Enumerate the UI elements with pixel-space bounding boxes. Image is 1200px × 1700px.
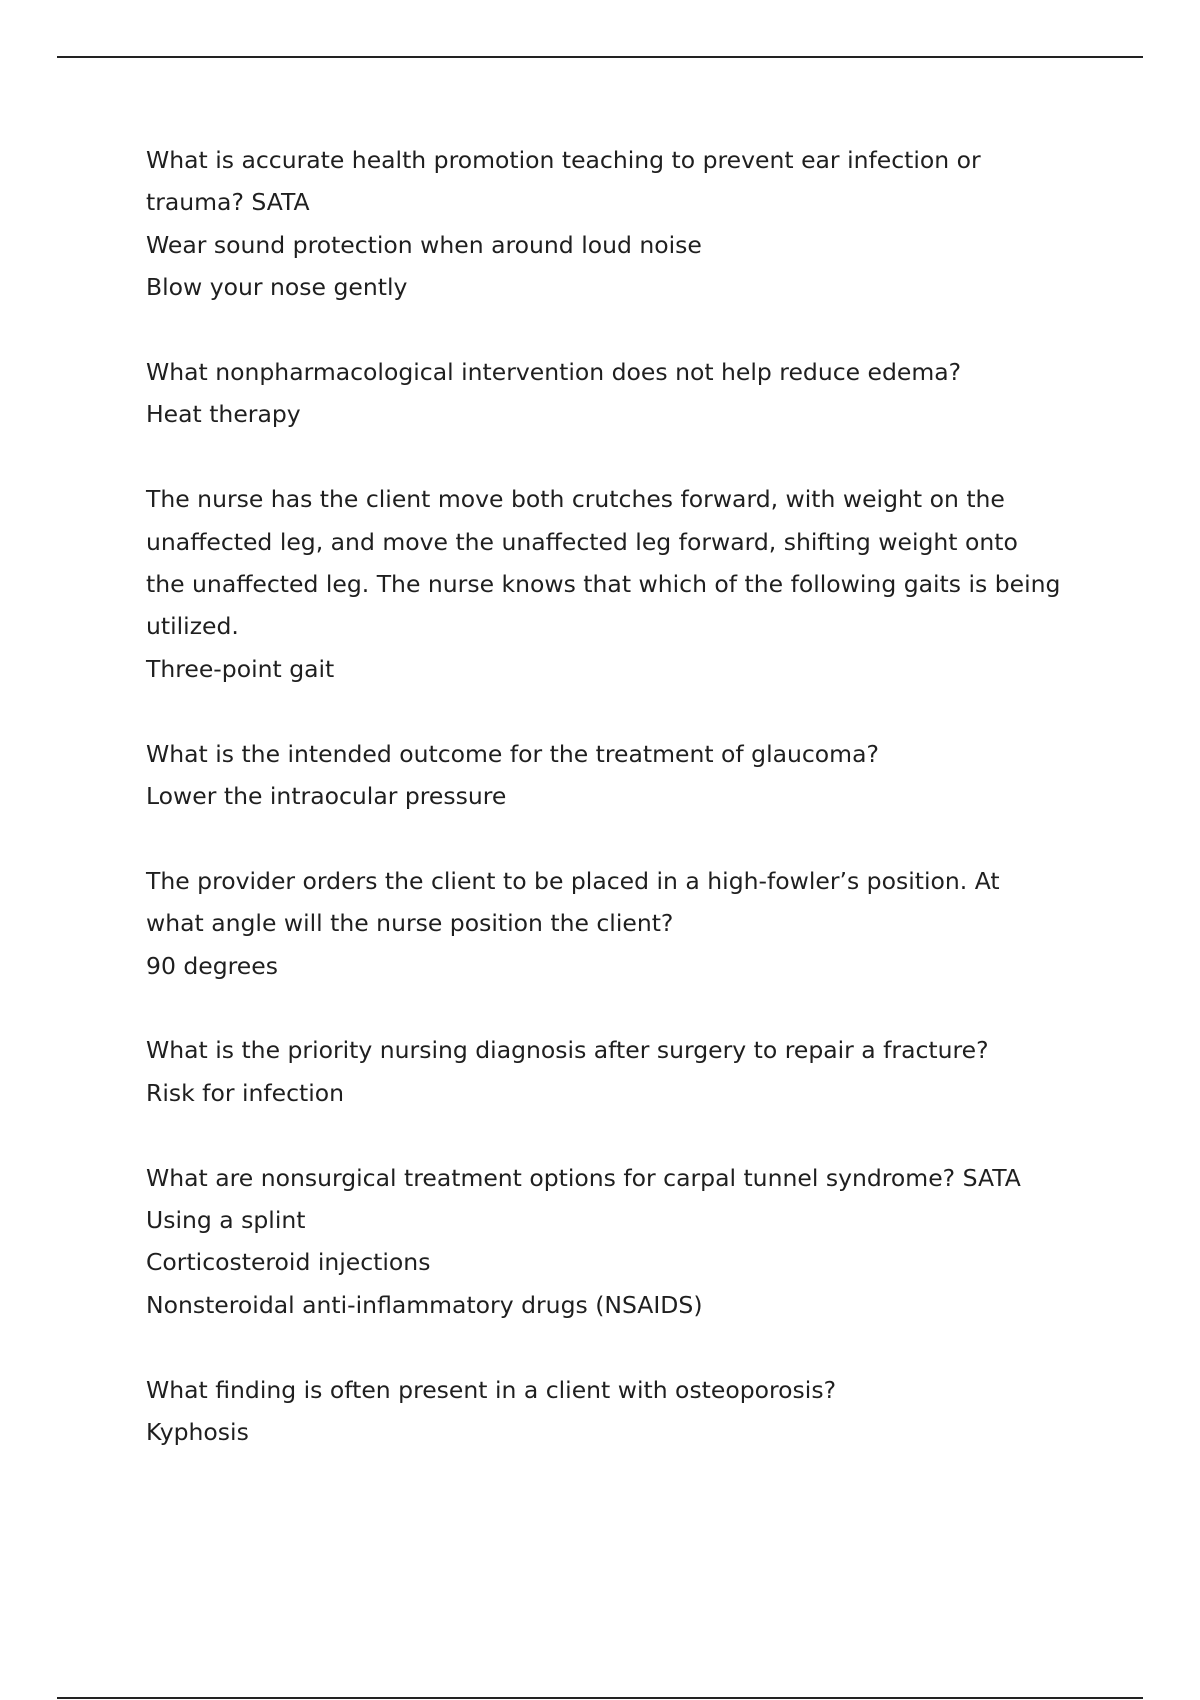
- answer-line: Three-point gait: [146, 654, 335, 683]
- block-spacer: [146, 309, 1106, 351]
- question-line: What is the priority nursing diagnosis after surgery to repair a fracture?: [146, 1036, 989, 1065]
- block-spacer: [146, 1114, 1106, 1156]
- block-spacer: [146, 436, 1106, 478]
- qa-block: [146, 351, 1106, 436]
- qa-block: [146, 478, 1106, 690]
- question-line: utilized.: [146, 612, 239, 641]
- answer-line: Lower the intraocular pressure: [146, 782, 507, 811]
- footer-rule: [57, 1697, 1143, 1699]
- block-spacer: [146, 987, 1106, 1029]
- block-spacer: [146, 690, 1106, 732]
- question-line: What is accurate health promotion teaching to prevent ear infection or: [146, 146, 981, 174]
- answer-line: 90 degrees: [146, 951, 278, 980]
- document-body: [146, 139, 1106, 1453]
- block-spacer: [146, 1326, 1106, 1368]
- qa-block: [146, 1369, 1106, 1454]
- answer-line: Kyphosis: [146, 1418, 249, 1447]
- qa-block: [146, 733, 1106, 818]
- question-line: what angle will the nurse position the client?: [146, 909, 674, 938]
- question-line: What are nonsurgical treatment options for carpal tunnel syndrome? SATA: [146, 1163, 1021, 1192]
- question-line: What is the intended outcome for the treatment of glaucoma?: [146, 739, 879, 768]
- answer-line: Nonsteroidal anti-inflammatory drugs (NSAIDS): [146, 1290, 703, 1319]
- question-line: The provider orders the client to be placed in a high-fowler’s position. At: [146, 866, 1000, 895]
- answer-line: Heat therapy: [146, 400, 301, 429]
- question-line: unaffected leg, and move the unaffected leg forward, shifting weight onto: [146, 527, 1018, 556]
- question-line: What finding is often present in a client with osteoporosis?: [146, 1375, 837, 1404]
- qa-block: [146, 1157, 1106, 1327]
- answer-line: Wear sound protection when around loud noise: [146, 230, 702, 259]
- answer-line: Risk for infection: [146, 1078, 345, 1107]
- question-line: trauma? SATA: [146, 188, 310, 217]
- qa-block: [146, 1029, 1106, 1114]
- answer-line: Using a splint: [146, 1206, 306, 1235]
- qa-block: [146, 139, 1106, 309]
- question-line: the unaffected leg. The nurse knows that which of the following gaits is being: [146, 570, 1061, 599]
- header-rule: [57, 56, 1143, 58]
- answer-line: Blow your nose gently: [146, 273, 408, 302]
- block-spacer: [146, 817, 1106, 859]
- qa-block: [146, 860, 1106, 987]
- question-line: What nonpharmacological intervention does not help reduce edema?: [146, 358, 962, 387]
- question-line: The nurse has the client move both crutches forward, with weight on the: [146, 485, 1005, 514]
- answer-line: Corticosteroid injections: [146, 1248, 431, 1277]
